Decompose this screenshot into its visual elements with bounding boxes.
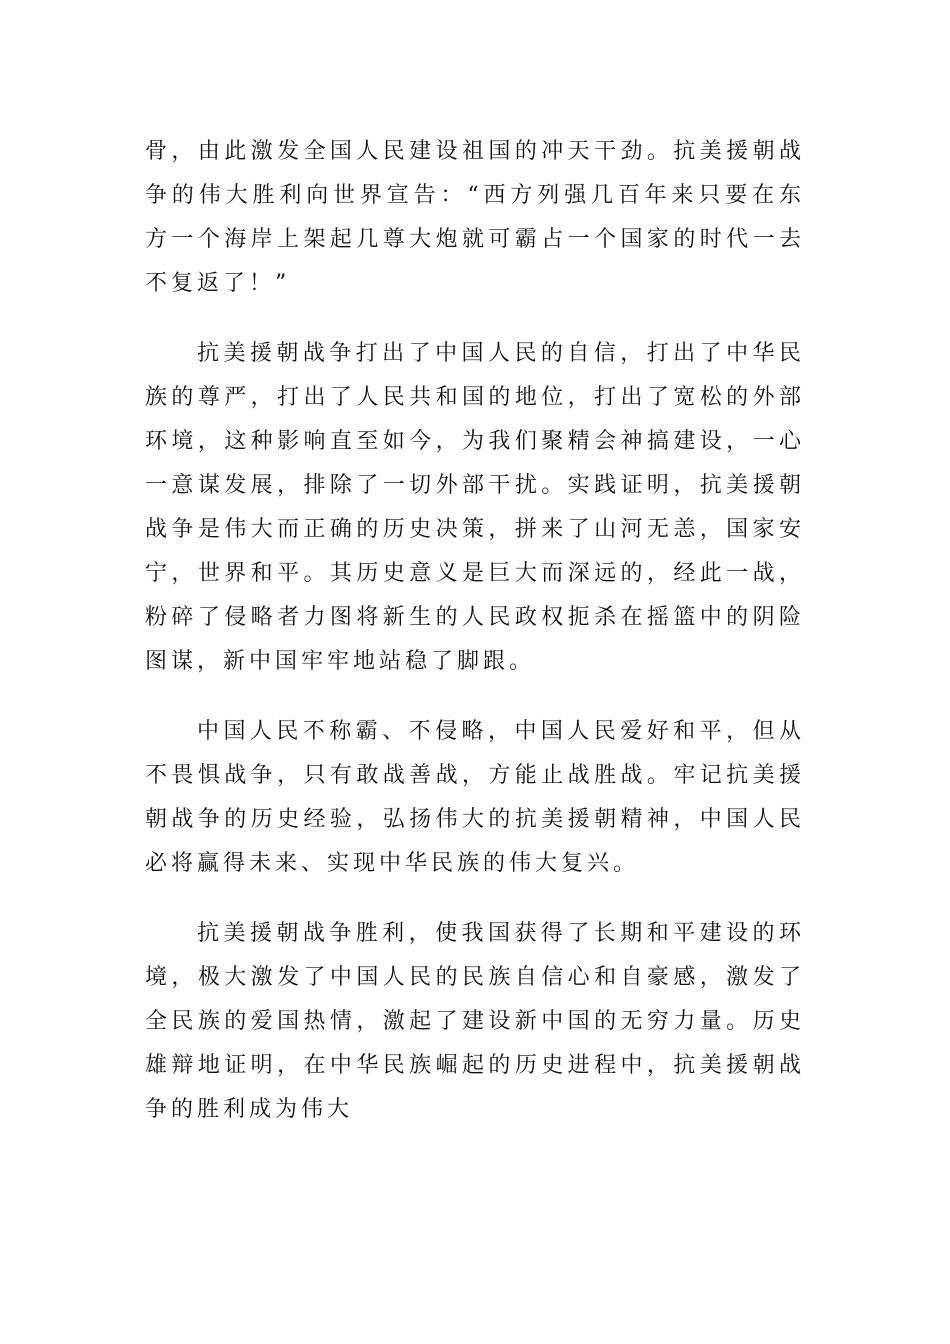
paragraph-2: 抗美援朝战争打出了中国人民的自信，打出了中华民族的尊严，打出了人民共和国的地位，打出了宽松的外部环境，这种影响直至如今，为我们聚精会神搞建设，一心一意谋发展，排除了一切外部干扰。实践证明，抗美援朝战争是伟大而正确的历史决策，拼来了山河无恙，国家安宁，世界和平。其历史意义是巨大而深远的，经此一战，粉碎了侵略者力图将新生的人民政权扼杀在摇篮中的阴险图谋，新中国牢牢地站稳了脚跟。 (145, 341, 805, 674)
paragraph-gap (145, 684, 805, 710)
paragraph-1: 骨，由此激发全国人民建设祖国的冲天干劲。抗美援朝战争的伟大胜利向世界宣告：“西方列强几百年来只要在东方一个海岸上架起几尊大炮就可霸占一个国家的时代一去不复返了！” (145, 139, 805, 296)
paragraph-4: 抗美援朝战争胜利，使我国获得了长期和平建设的环境，极大激发了中国人民的民族自信心和自豪感，激发了全民族的爱国热情，激起了建设新中国的无穷力量。历史雄辩地证明，在中华民族崛起的历史进程中，抗美援朝战争的胜利成为伟大 (145, 921, 805, 1122)
document-body (145, 130, 805, 1132)
paragraph-gap (145, 306, 805, 332)
paragraph-gap (145, 886, 805, 912)
paragraph-3: 中国人民不称霸、不侵略，中国人民爱好和平，但从不畏惧战争，只有敢战善战，方能止战胜战。牢记抗美援朝战争的历史经验，弘扬伟大的抗美援朝精神，中国人民必将赢得未来、实现中华民族的伟大复兴。 (145, 719, 805, 876)
